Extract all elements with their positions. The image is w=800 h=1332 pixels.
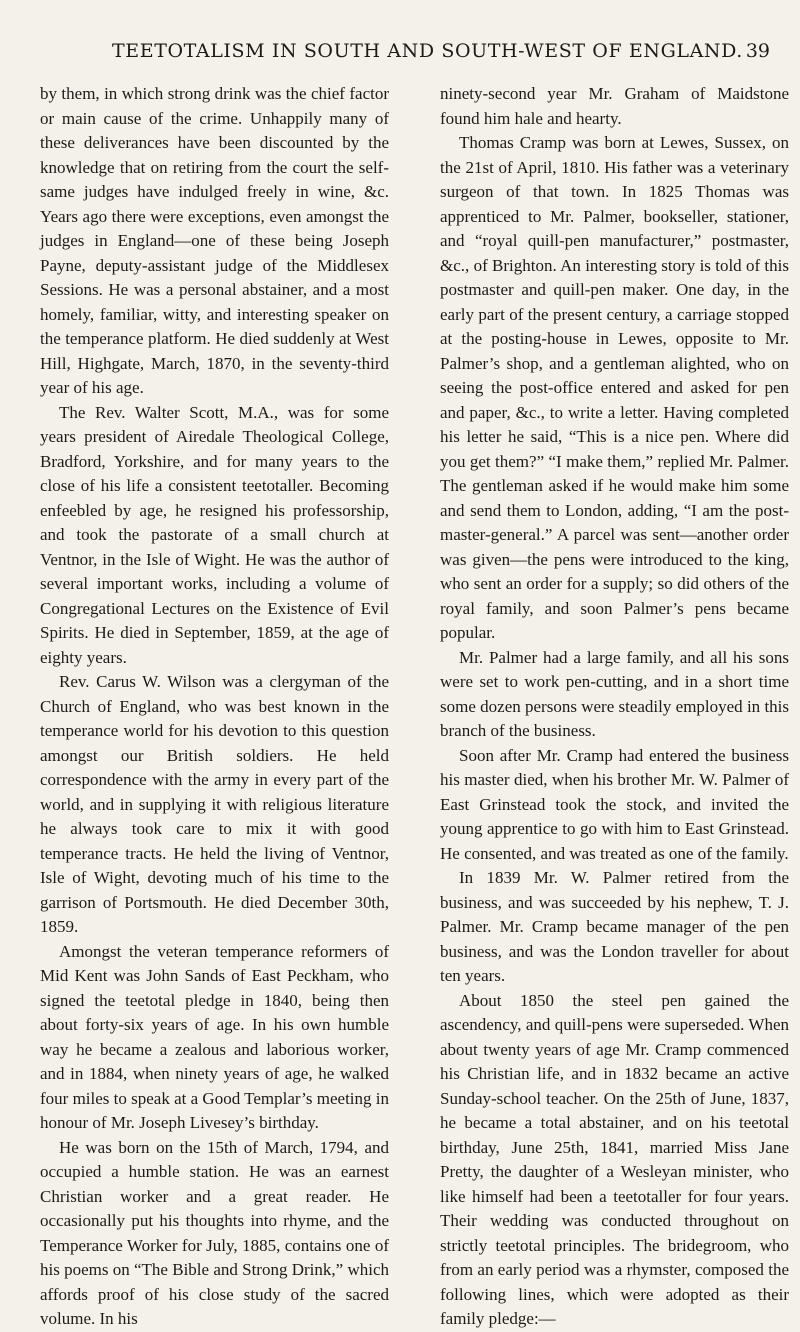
paragraph: Amongst the veteran temperance reformers of Mid Kent was John Sands of East Peckham, who signed the teetotal pledge in 1840, being then about forty-six years of age. In his own humble way he became a zealous and laborious worker, and in 1884, when ninety years of age, he walked four miles to speak at a Good Templar’s meeting in honour of Mr. Joseph Livesey’s birthday. xyxy=(40,941,389,1132)
paragraph: About 1850 the steel pen gained the ascendency, and quill-pens were superseded. When about twenty years of age Mr. Cramp commenced his Christian life, and in 1832 became an active Sunday-school teacher. On the 25th of June, 1837, he became a total abstainer, and on his teetotal birthday, June 25th, 1841, married Miss Jane Pretty, the daughter of a Wesleyan minister, who like himself had been a teetotaller for four years. Their wedding was conducted throughout on strictly teetotal principles. The bridegroom, who from an early period was a rhymster, composed the following lines, which were adopted as their family pledge:— xyxy=(440,990,789,1328)
paragraph: The Rev. Walter Scott, M.A., was for some years president of Airedale Theological College, Bradford, Yorkshire, and for many years to the close of his life a consistent teetotaller. Becoming enfeebled by age, he resigned his professorship, and took the pastorate of a small church at Ventnor, in the Isle of Wight. He was the author of several important works, including a volume of Congregational Lectures on the Existence of Evil Spirits. He died in September, 1859, at the age of eighty years. xyxy=(40,402,389,667)
page-number: 39 xyxy=(745,40,770,62)
paragraph: Soon after Mr. Cramp had entered the business his master died, when his brother Mr. W. Palmer of East Grinstead took the stock, and invited the young apprentice to go with him to East Grinstead. He consented, and was treated as one of the family. xyxy=(440,745,789,863)
paragraph: ninety-second year Mr. Graham of Maidstone found him hale and hearty. xyxy=(440,84,789,128)
left-column xyxy=(40,82,389,1332)
paragraph: by them, in which strong drink was the chief factor or main cause of the crime. Unhappily many of these deliverances have been discounted by the knowledge that on retiring from the court the self-same judges have indulged freely in wine, &c. Years ago there were exceptions, even amongst the judges in England—one of these being Joseph Payne, deputy-assistant judge of the Middlesex Sessions. He was a personal abstainer, and a most homely, familiar, witty, and interesting speaker on the temperance platform. He died suddenly at West Hill, Highgate, March, 1870, in the seventy-third year of his age. xyxy=(40,84,389,397)
paragraph: Thomas Cramp was born at Lewes, Sussex, on the 21st of April, 1810. His father was a veterinary surgeon of that town. In 1825 Thomas was apprenticed to Mr. Palmer, bookseller, stationer, and “royal quill-pen manufacturer,” postmaster, &c., of Brighton. An interesting story is told of this postmaster and quill-pen maker. One day, in the early part of the present century, a carriage stopped at the posting-house in Lewes, opposite to Mr. Palmer’s shop, and a gentleman alighted, who on seeing the post-office entered and asked for pen and paper, &c., to write a letter. Having completed his letter he said, “This is a nice pen. Where did you get them?” “I make them,” replied Mr. Palmer. The gentleman asked if he would make him some and send them to London, adding, “I am the post-master-general.” A parcel was sent—another order was given—the pens were introduced to the king, who sent an order for a supply; so did others of the royal family, and soon Palmer’s pens became popular. xyxy=(440,133,789,642)
right-column xyxy=(440,82,789,1332)
paragraph: He was born on the 15th of March, 1794, and occupied a humble station. He was an earnest Christian worker and a great reader. He occasionally put his thoughts into rhyme, and the Temperance Worker for July, 1885, contains one of his poems on “The Bible and Strong Drink,” which affords proof of his close study of the sacred volume. In his xyxy=(40,1137,389,1328)
paragraph: Rev. Carus W. Wilson was a clergyman of the Church of England, who was best known in the temperance world for his devotion to this question amongst our British soldiers. He held correspondence with the army in every part of the world, and in supplying it with religious literature he always took care to mix it with good temperance tracts. He held the living of Ventnor, Isle of Wight, devoting much of his time to the garrison of Portsmouth. He died December 30th, 1859. xyxy=(40,672,389,936)
running-title: TEETOTALISM IN SOUTH AND SOUTH-WEST OF ENGLAND. xyxy=(112,40,743,62)
paragraph: In 1839 Mr. W. Palmer retired from the business, and was succeeded by his nephew, T. J. Palmer. Mr. Cramp became manager of the pen business, and was the London traveller for about ten years. xyxy=(440,868,789,985)
paragraph: Mr. Palmer had a large family, and all his sons were set to work pen-cutting, and in a short time some dozen persons were steadily employed in this branch of the business. xyxy=(440,647,789,740)
